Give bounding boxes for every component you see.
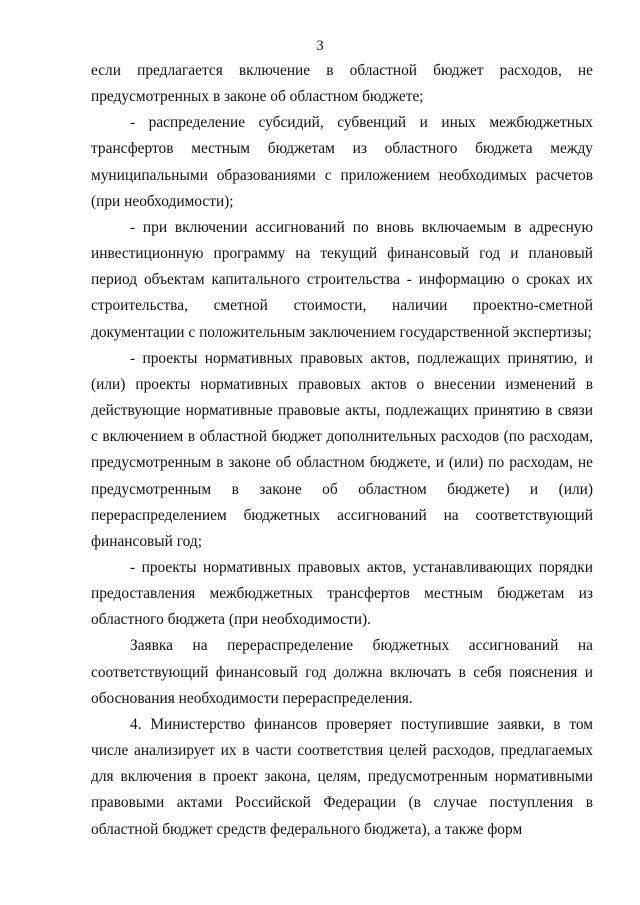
paragraph-transfer-procedures: - проекты нормативных правовых актов, устанавливающих порядки предоставления межбюджетных трансфертов местным бюджетам из областного бюджета (при необходимости). bbox=[91, 558, 593, 629]
paragraph-investment-program: - при включении ассигнований по вновь включаемым в адресную инвестиционную программу на текущий финансовый год и плановый период объектам капитального строительства - информацию о сроках их строительства, сметной стоимости, наличии проектно-сметной документации с положительным заключением государственной экспертизы; bbox=[91, 218, 593, 341]
page-number: 3 bbox=[316, 38, 324, 54]
paragraph-ministry-review: 4. Министерство финансов проверяет поступившие заявки, в том числе анализирует их в части соответствия целей расходов, предлагаемых для включения в проект закона, целям, предусмотренным нормативными правовыми актами Российской Федерации (в случае поступления в областной бюджет средств федерального бюджета), а также форм bbox=[91, 715, 593, 838]
document-body bbox=[91, 58, 593, 843]
paragraph-subsidies-distribution: - распределение субсидий, субвенций и иных межбюджетных трансфертов местным бюджетам из областного бюджета между муниципальными образованиями с приложением необходимых расчетов (при необходимости); bbox=[91, 114, 593, 210]
paragraph-draft-normative-acts: - проекты нормативных правовых актов, подлежащих принятию, и (или) проекты нормативных правовых актов о внесении изменений в действующие нормативные правовые акты, подлежащих принятию в связи с включением в областной бюджет дополнительных расходов (по расходам, предусмотренным в законе об областном бюджете, и (или) по расходам, не предусмотренным в законе об областном бюджете) и (или) перераспределением бюджетных ассигнований на соответствующий финансовый год; bbox=[91, 349, 593, 550]
paragraph-redistribution-request: Заявка на перераспределение бюджетных ассигнований на соответствующий финансовый год должна включать в себя пояснения и обоснования необходимости перераспределения. bbox=[91, 637, 593, 707]
paragraph-continuation: если предлагается включение в областной бюджет расходов, не предусмотренных в законе об областном бюджете; bbox=[91, 62, 593, 106]
